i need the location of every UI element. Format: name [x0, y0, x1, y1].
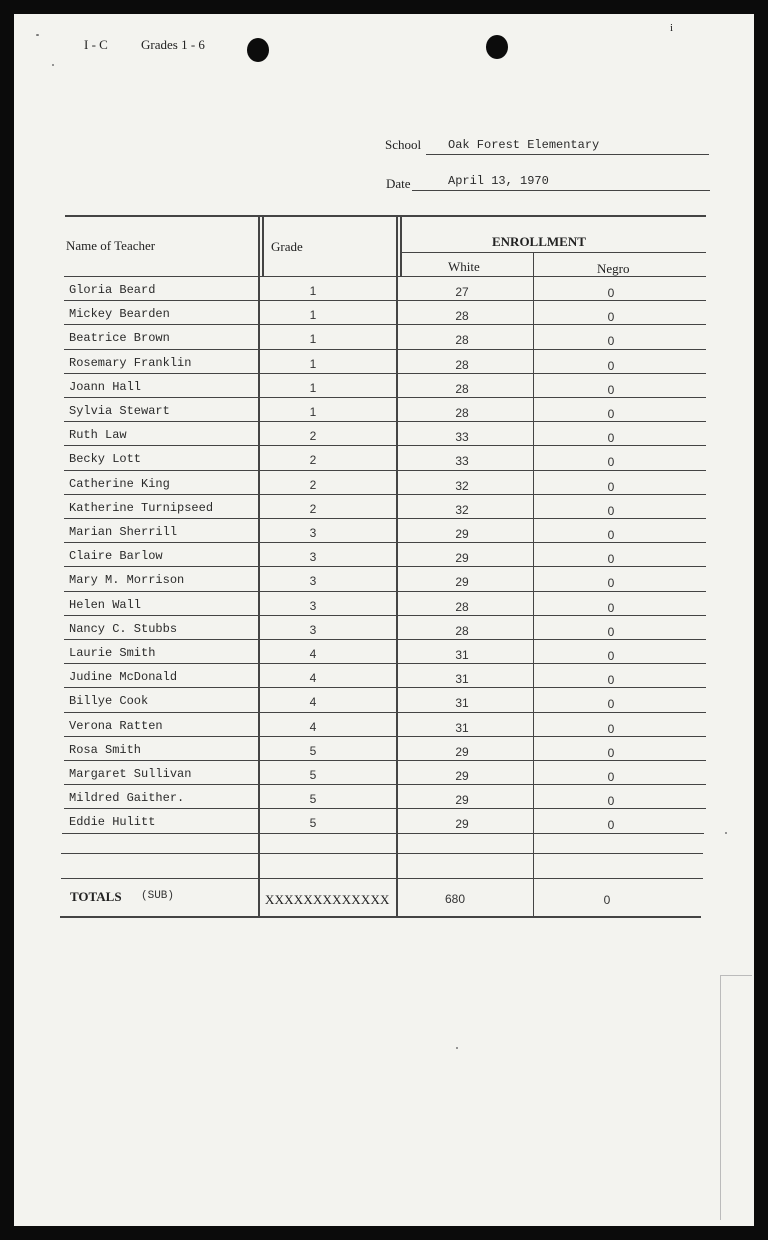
teacher-name: Claire Barlow [69, 549, 163, 564]
row-rule [64, 373, 706, 374]
totals-grade-filler: XXXXXXXXXXXXX [265, 892, 390, 907]
white-count: 27 [455, 285, 469, 299]
blank-row-rule [61, 853, 703, 854]
negro-count: 0 [607, 576, 615, 591]
grade-cell: 3 [309, 598, 317, 613]
teacher-name: Mildred Gaither. [69, 791, 185, 806]
negro-count: 0 [607, 721, 615, 736]
teacher-name: Laurie Smith [69, 646, 156, 660]
grade-cell: 5 [309, 743, 317, 758]
grade-column-header: Grade [271, 239, 303, 254]
row-rule [64, 542, 706, 543]
grade-cell: 1 [309, 332, 317, 347]
negro-count: 0 [607, 818, 615, 833]
white-count: 31 [455, 720, 469, 735]
totals-negro: 0 [603, 893, 611, 907]
grade-cell: 2 [309, 453, 317, 468]
white-count: 32 [455, 502, 469, 517]
white-count: 29 [455, 527, 469, 541]
negro-column-header: Negro [597, 261, 630, 276]
negro-count: 0 [607, 455, 615, 470]
totals-sub-label: (SUB) [141, 890, 175, 902]
row-rule [64, 421, 706, 422]
negro-count: 0 [607, 286, 615, 300]
grade-cell: 3 [309, 622, 317, 637]
teacher-name: Eddie Hulitt [69, 815, 156, 830]
grade-cell: 1 [309, 380, 317, 395]
teacher-name: Rosemary Franklin [69, 355, 192, 370]
blank-row-rule [61, 878, 703, 879]
negro-count: 0 [607, 552, 615, 567]
grade-cell: 5 [309, 792, 317, 807]
grades-range: Grades 1 - 6 [141, 37, 205, 52]
form-code: I - C [84, 37, 108, 52]
row-rule [64, 518, 706, 519]
paper-speck [52, 64, 54, 66]
grade-cell: 4 [309, 719, 317, 734]
row-rule [64, 397, 706, 398]
row-rule [64, 349, 706, 350]
grade-cell: 5 [309, 768, 317, 782]
school-underline [426, 154, 709, 155]
white-count: 28 [455, 309, 469, 324]
negro-count: 0 [607, 770, 615, 784]
punch-hole-left [247, 38, 269, 62]
enrollment-column-header: ENROLLMENT [492, 234, 586, 249]
teacher-name: Verona Ratten [69, 718, 163, 733]
totals-white: 680 [444, 892, 466, 906]
date-underline [412, 190, 710, 191]
white-count: 33 [455, 430, 469, 445]
grade-cell: 4 [309, 647, 317, 661]
row-rule [64, 276, 706, 277]
negro-count: 0 [607, 624, 615, 639]
white-count: 28 [455, 357, 469, 372]
row-rule [64, 736, 706, 737]
teacher-name: Mary M. Morrison [69, 573, 185, 588]
row-rule [64, 760, 706, 761]
row-rule [64, 566, 706, 567]
grade-cell: 3 [309, 526, 317, 540]
paper-speck [725, 832, 727, 834]
enroll-divider-b [400, 216, 402, 276]
grade-cell: 1 [309, 284, 317, 298]
grade-cell: 5 [309, 816, 317, 831]
row-rule [64, 639, 706, 640]
negro-count: 0 [607, 649, 615, 663]
teacher-name: Katherine Turnipseed [69, 500, 214, 515]
white-count: 28 [455, 599, 469, 614]
row-rule [64, 445, 706, 446]
negro-count: 0 [607, 382, 615, 397]
grade-divider-b [262, 216, 264, 276]
teacher-name: Billye Cook [69, 694, 149, 709]
negro-count: 0 [607, 479, 615, 494]
row-rule [64, 591, 706, 592]
white-count: 28 [455, 406, 469, 420]
row-rule [64, 687, 706, 688]
white-count: 29 [455, 551, 469, 566]
grade-cell: 2 [309, 429, 317, 444]
teacher-name: Beatrice Brown [69, 331, 170, 346]
teacher-name: Helen Wall [69, 597, 142, 612]
grade-cell: 2 [309, 477, 317, 492]
white-count: 29 [455, 744, 469, 759]
paper-edge-mark [720, 975, 752, 976]
white-count: 32 [455, 478, 469, 493]
school-value: Oak Forest Elementary [448, 138, 600, 152]
row-rule [64, 784, 706, 785]
teacher-name: Rosa Smith [69, 742, 142, 757]
white-count: 28 [455, 333, 469, 348]
row-rule [64, 615, 706, 616]
row-rule [64, 494, 706, 495]
row-rule [64, 470, 706, 471]
negro-count: 0 [607, 794, 615, 809]
negro-count: 0 [607, 334, 615, 349]
white-count: 31 [455, 648, 469, 662]
grade-cell: 3 [309, 550, 317, 565]
enrollment-subrule [400, 252, 706, 253]
negro-count: 0 [607, 745, 615, 760]
grade-cell: 1 [309, 356, 317, 371]
white-count: 31 [455, 672, 469, 687]
teacher-name: Margaret Sullivan [69, 767, 192, 781]
negro-count: 0 [607, 673, 615, 688]
table-top-rule [65, 215, 706, 217]
row-rule [64, 663, 706, 664]
paper-speck [36, 34, 39, 36]
teacher-name: Joann Hall [69, 379, 142, 394]
row-rule [64, 712, 706, 713]
white-count: 29 [455, 575, 469, 590]
date-label: Date [386, 176, 411, 191]
grade-cell: 3 [309, 574, 317, 589]
white-negro-divider [533, 252, 534, 917]
white-count: 33 [455, 454, 469, 469]
negro-count: 0 [607, 528, 615, 542]
white-count: 29 [455, 769, 469, 783]
grade-cell: 1 [309, 308, 317, 323]
negro-count: 0 [607, 358, 615, 373]
white-count: 31 [455, 696, 469, 711]
teacher-name: Nancy C. Stubbs [69, 621, 178, 636]
negro-count: 0 [607, 310, 615, 325]
white-column-header: White [448, 259, 480, 274]
table-bottom-rule [60, 916, 701, 918]
teacher-name: Mickey Bearden [69, 307, 170, 322]
grade-cell: 4 [309, 695, 317, 710]
row-rule [64, 808, 706, 809]
teacher-name: Ruth Law [69, 428, 127, 443]
row-rule [64, 324, 706, 325]
row-rule [62, 833, 704, 834]
grade-cell: 2 [309, 501, 317, 516]
white-count: 28 [455, 623, 469, 638]
paper-edge-mark [720, 975, 721, 1220]
teacher-name: Marian Sherrill [69, 525, 178, 539]
white-count: 28 [455, 381, 469, 396]
teacher-name: Sylvia Stewart [69, 404, 170, 418]
negro-count: 0 [607, 431, 615, 446]
negro-count: 0 [607, 503, 615, 518]
white-count: 29 [455, 793, 469, 808]
teacher-name: Gloria Beard [69, 283, 156, 297]
date-value: April 13, 1970 [448, 174, 549, 188]
school-label: School [385, 137, 422, 152]
negro-count: 0 [607, 407, 615, 421]
teacher-name: Catherine King [69, 476, 170, 491]
teacher-column-header: Name of Teacher [66, 238, 156, 253]
grade-cell: 1 [309, 405, 317, 419]
totals-label: TOTALS [70, 889, 122, 904]
white-count: 29 [455, 817, 469, 832]
teacher-name: Becky Lott [69, 452, 142, 467]
corner-mark: i [670, 22, 674, 34]
row-rule [64, 300, 706, 301]
negro-count: 0 [607, 697, 615, 712]
punch-hole-right [486, 35, 508, 59]
teacher-name: Judine McDonald [69, 670, 178, 685]
grade-cell: 4 [309, 671, 317, 686]
negro-count: 0 [607, 600, 615, 615]
paper-speck [456, 1047, 458, 1049]
document-page [14, 14, 754, 1226]
